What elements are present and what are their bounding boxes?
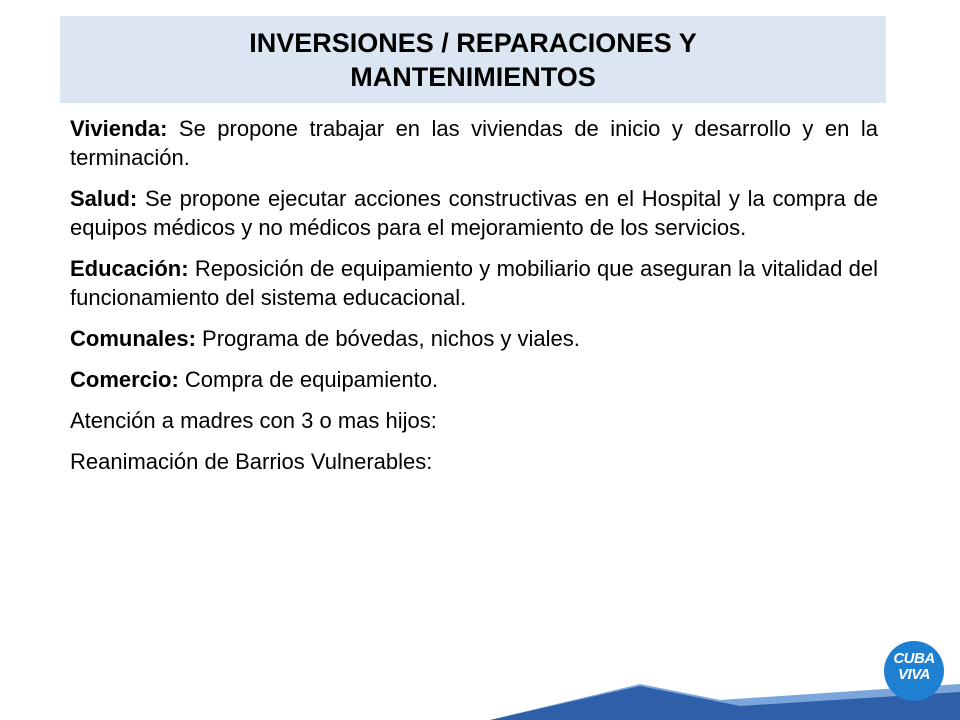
item-text: Se propone trabajar en las viviendas de inicio y desarrollo y en la terminación. bbox=[70, 116, 878, 170]
item-text: Compra de equipamiento. bbox=[178, 367, 439, 392]
logo-line1: CUBA bbox=[893, 650, 935, 667]
item-madres bbox=[70, 406, 878, 435]
item-text: Atención a madres con 3 o mas hijos: bbox=[70, 408, 437, 433]
item-educacion bbox=[70, 254, 878, 312]
item-text: Se propone ejecutar acciones constructivas en el Hospital y la compra de equipos médicos y no médicos para el mejoramiento de los servicios. bbox=[70, 186, 878, 240]
item-barrios bbox=[70, 447, 878, 476]
item-label: Comercio: bbox=[70, 367, 179, 392]
item-comercio bbox=[70, 365, 878, 394]
item-text: Reanimación de Barrios Vulnerables: bbox=[70, 449, 433, 474]
item-vivienda bbox=[70, 114, 878, 172]
item-text: Reposición de equipamiento y mobiliario que aseguran la vitalidad del funcionamiento del sistema educacional. bbox=[70, 256, 878, 310]
item-label: Comunales: bbox=[70, 326, 196, 351]
slide-title: INVERSIONES / REPARACIONES Y MANTENIMIENTOS bbox=[249, 27, 697, 92]
item-text: Programa de bóvedas, nichos y viales. bbox=[195, 326, 580, 351]
item-label: Vivienda: bbox=[70, 116, 168, 141]
slide-body bbox=[70, 114, 878, 488]
item-label: Educación: bbox=[70, 256, 189, 281]
logo-text bbox=[884, 651, 944, 683]
cuba-viva-logo bbox=[884, 641, 944, 707]
item-comunales bbox=[70, 324, 878, 353]
title-banner bbox=[60, 16, 886, 103]
item-salud bbox=[70, 184, 878, 242]
logo-line2: VIVA bbox=[898, 666, 930, 683]
item-label: Salud: bbox=[70, 186, 138, 211]
